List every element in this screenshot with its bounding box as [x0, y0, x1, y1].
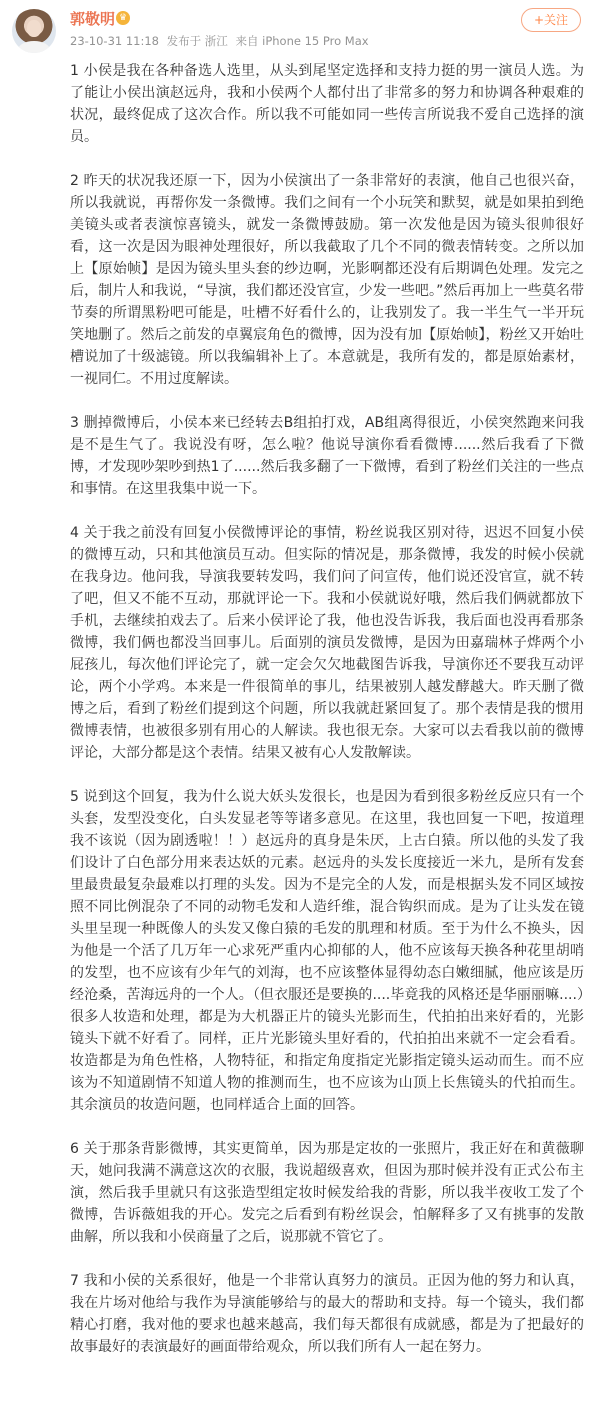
post-paragraph: 1 小侯是我在各种备选人选里，从头到尾坚定选择和支持力挺的男一演员人选。为了能让小侯出演赵远舟，我和小侯两个人都付出了非常多的努力和协调各种艰难的状况，最终促成了这次合作。所以我不可能如同一些传言所说我不爱自己选择的演员。 [70, 63, 584, 145]
post-location: 发布于 浙江 [166, 34, 228, 48]
post-body [70, 60, 584, 1380]
follow-button[interactable]: +关注 [521, 8, 581, 32]
post-device: 来自 iPhone 15 Pro Max [235, 34, 369, 48]
avatar-shirt [18, 41, 50, 53]
post-timestamp[interactable]: 23-10-31 11:18 [70, 34, 159, 48]
post-paragraph: 4 关于我之前没有回复小侯微博评论的事情，粉丝说我区别对待，迟迟不回复小侯的微博互动，只和其他演员互动。但实际的情况是，那条微博，我发的时候小侯就在我身边。他问我，导演我要转发吗，我们问了问宣传，他们说还没官宣，就不转了吧，但又不能不互动，那就评论一下。我和小侯就说好哦，然后我们俩就都放下手机，去继续拍戏去了。后来小侯评论了我，他也没告诉我，我后面也没再看那条微博，我们俩也都没当回事儿。后面别的演员发微博，是因为田嘉瑞林子烨两个小屁孩儿，每次他们评论完了，就一定会欠欠地截图告诉我，导演你还不要我互动评论，两个小学鸡。本来是一件很简单的事儿，结果被别人越发酵越大。昨天删了微博之后，看到了粉丝们提到这个问题，所以我就赶紧回复了。那个表情是我的惯用微博表情，也被很多别有用心的人解读。我也很无奈。大家可以去看我以前的微博评论，大部分都是这个表情。结果又被有心人发散解读。 [70, 525, 584, 761]
post-paragraph: 2 昨天的状况我还原一下，因为小侯演出了一条非常好的表演，他自己也很兴奋，所以我就说，再帮你发一条微博。我们之间有一个小玩笑和默契，就是如果拍到绝美镜头或者表演惊喜镜头，就发一条微博鼓励。第一次发他是因为镜头很帅很好看，这一次是因为眼神处理很好，所以我截取了几个不同的微表情转变。之所以加上【原始帧】是因为镜头里头套的纱边啊，光影啊都还没有后期调色处理。发完之后，制片人和我说，“导演，我们都还没官宣，少发一些吧。”然后再加上一些莫名带节奏的所谓黑粉吧可能是，吐槽不好看什么的，让我别发了。我一半生气一半开玩笑地删了。然后之前发的卓翼宸角色的微博，因为没有加【原始帧】，粉丝又开始吐槽说加了十级滤镜。所以我编辑补上了。本意就是，我所有发的，都是原始素材，一视同仁。不用过度解读。 [70, 173, 584, 387]
post-paragraph: 5 说到这个回复，我为什么说大妖头发很长，也是因为看到很多粉丝反应只有一个头套，发型没变化，白头发显老等等诸多意见。在这里，我也回复一下吧，按道理我不该说（因为剧透啦！！）赵远舟的真身是朱厌，上古白猿。所以他的头发了我们设计了白色部分用来表达妖的元素。赵远舟的头发长度接近一米九，是所有发套里最贵最复杂最难以打理的头发。因为不是完全的人发，而是根据头发不同区域按照不同比例混杂了不同的动物毛发和人造纤维，混合钩织而成。是为了让头发在镜头里呈现一种既像人的头发又像白猿的毛发的肌理和材质。至于为什么不换头，因为他是一个活了几万年一心求死严重内心抑郁的人，他不应该每天换各种花里胡哨的发型，也不应该有少年气的刘海，也不应该整体显得幼态白嫩细腻，他应该是历经沧桑，苦海远舟的一个人。（但衣服还是要换的....毕竟我的风格还是华丽丽嘛....）很多人妆造和处理，都是为大机器正片的镜头光影而生，代拍拍出来好看的，光影镜头下就不好看了。同样，正片光影镜头里好看的，代拍拍出来就不一定会看看。妆造都是为角色性格，人物特征，和指定角度指定光影指定镜头运动而生。而不应该为不知道剧情不知道人物的推测而生，也不应该为山顶上长焦镜头的代拍而生。其余演员的妆造问题，也同样适合上面的回答。 [70, 789, 584, 1113]
post-paragraph: 6 关于那条背影微博，其实更简单，因为那是定妆的一张照片，我正好在和黄薇聊天，她问我满不满意这次的衣服，我说超级喜欢，但因为那时候并没有正式公布主演，然后我手里就只有这张造型组定妆时候发给我的背影，所以我半夜收工发了个微博，告诉薇姐我的开心。发完之后看到有粉丝误会，怕解释多了又有挑事的发散曲解，所以我和小侯商量了之后，说那就不管它了。 [70, 1141, 584, 1245]
vip-crown-icon: ♛ [116, 11, 130, 25]
username[interactable]: 郭敬明 [70, 10, 116, 28]
avatar[interactable] [12, 9, 56, 53]
post-paragraph: 3 删掉微博后，小侯本来已经转去B组拍打戏，AB组离得很近，小侯突然跑来问我是不是生气了。我说没有呀，怎么啦？他说导演你看看微博......然后我看了下微博，才发现吵架吵到热1了......然后我多翻了一下微博，看到了粉丝们关注的一些点和事情。在这里我集中说一下。 [70, 415, 584, 497]
post-meta [70, 34, 373, 48]
avatar-face [27, 20, 41, 37]
post-header [0, 0, 600, 60]
post-paragraph: 7 我和小侯的关系很好，他是一个非常认真努力的演员。正因为他的努力和认真，我在片场对他给与我作为导演能够给与的最大的帮助和支持。每一个镜头，我们都精心打磨，我对他的要求也越来越高，我们每天都很有成就感，都是为了把最好的故事最好的表演最好的画面带给观众，所以我们所有人一起在努力。 [70, 1273, 584, 1355]
